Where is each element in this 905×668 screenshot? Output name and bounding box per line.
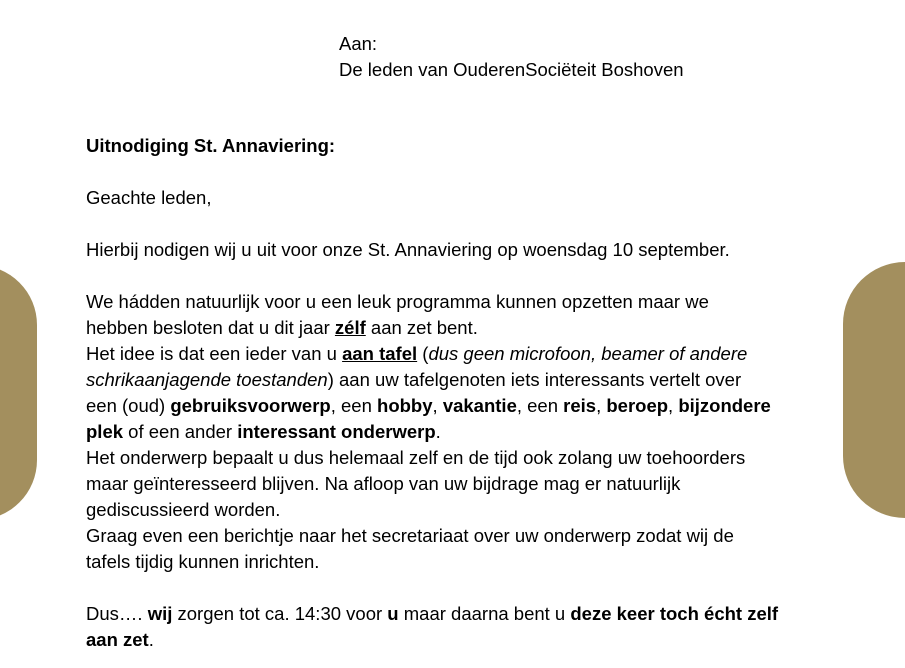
paragraph-line: schrikaanjagende toestanden) aan uw tafelgenoten iets interessants vertelt over [86, 369, 742, 390]
emphasis-zelf: zélf [334, 317, 366, 338]
decorative-shape-left [0, 265, 37, 520]
closing-line: Dus…. wij zorgen tot ca. 14:30 voor u maar daarna bent u deze keer toch écht zelf [86, 603, 779, 624]
paragraph-line: plek of een ander interessant onderwerp. [86, 421, 441, 442]
paragraph-line: Graag even een berichtje naar het secretariaat over uw onderwerp zodat wij de [86, 525, 734, 546]
letter-title [86, 133, 806, 159]
address-recipient: De leden van OuderenSociëteit Boshoven [339, 59, 684, 80]
decorative-shape-right [843, 262, 905, 518]
paragraph-line: Het onderwerp bepaalt u dus helemaal zelf en de tijd ook zolang uw toehoorders [86, 447, 746, 468]
paragraph-line: tafels tijdig kunnen inrichten. [86, 551, 320, 572]
intro-paragraph: Hierbij nodigen wij u uit voor onze St. Annaviering op woensdag 10 september. [86, 239, 730, 260]
paragraph-line: gediscussieerd worden. [86, 499, 281, 520]
title-text: Uitnodiging St. Annaviering: [86, 135, 336, 156]
letter-body [86, 133, 806, 653]
address-label: Aan: [339, 33, 378, 54]
paragraph-line: We hádden natuurlijk voor u een leuk programma kunnen opzetten maar we [86, 291, 709, 312]
paragraph-line: maar geïnteresseerd blijven. Na afloop van uw bijdrage mag er natuurlijk [86, 473, 681, 494]
address-block [339, 31, 684, 83]
paragraph-line: een (oud) gebruiksvoorwerp, een hobby, vakantie, een reis, beroep, bijzondere [86, 395, 771, 416]
paragraph-line: Het idee is dat een ieder van u aan tafel (dus geen microfoon, beamer of andere [86, 343, 748, 364]
paragraph-line: hebben besloten dat u dit jaar zélf aan zet bent. [86, 317, 478, 338]
salutation: Geachte leden, [86, 187, 212, 208]
emphasis-aan-tafel: aan tafel [342, 343, 418, 364]
closing-line: aan zet. [86, 629, 154, 650]
